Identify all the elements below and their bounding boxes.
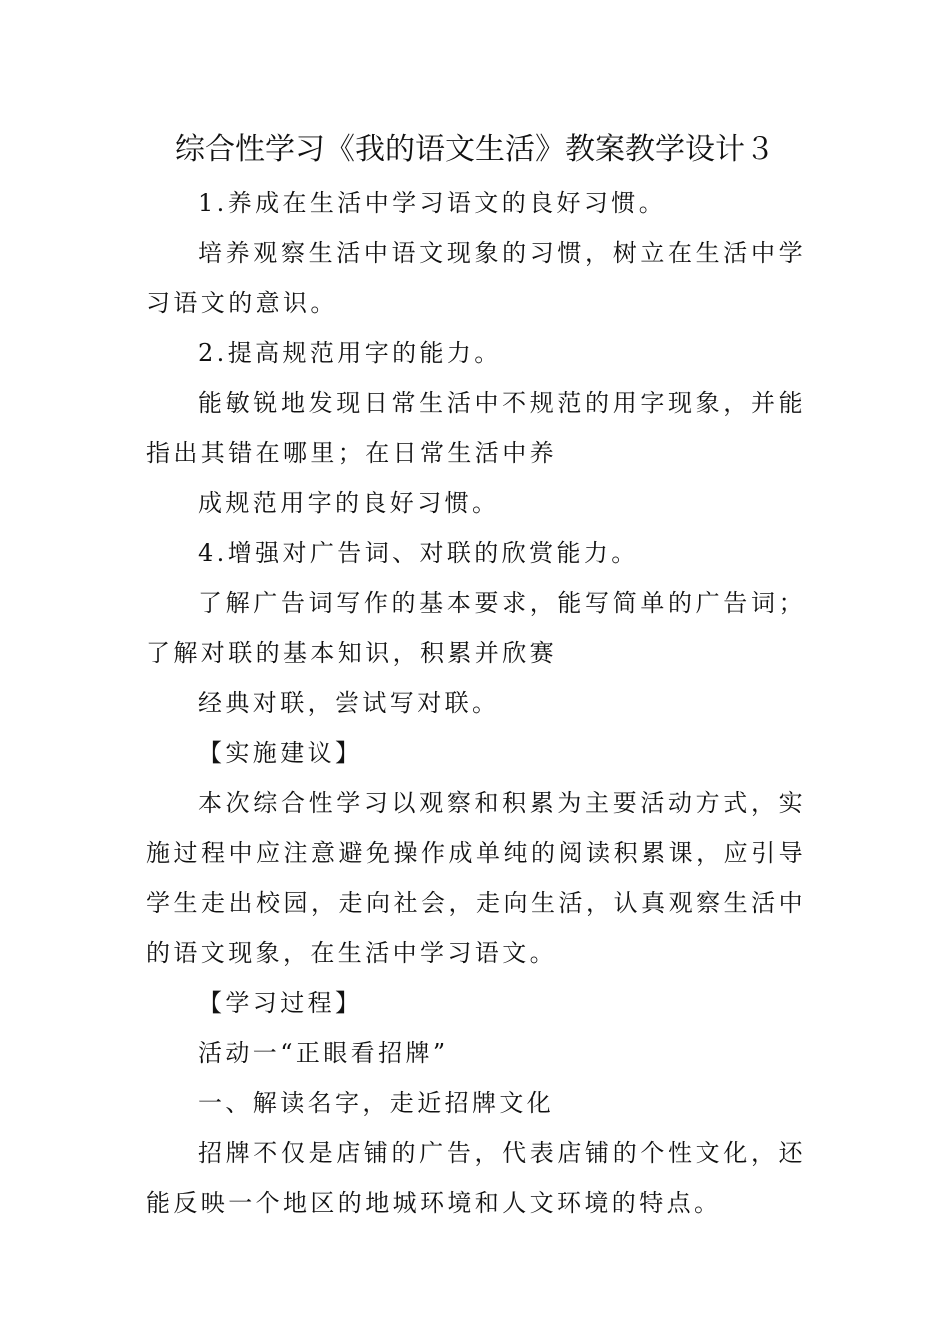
paragraph-goal-2-detail-cont: 成规范用字的良好习惯。	[198, 489, 500, 517]
paragraph-goal-4: 4.增强对广告词、对联的欣赏能力。	[198, 539, 639, 567]
paragraph-implementation: 本次综合性学习以观察和积累为主要活动方式，实施过程中应注意避免操作成单纯的阅读积累课，应引导学生走出校园，走向社会，走向生活，认真观察生活中的语文现象，在生活中学习语文。	[146, 789, 806, 967]
subsection-heading: 一、解读名字，走近招牌文化	[198, 1089, 555, 1117]
paragraph-goal-1-detail: 培养观察生活中语文现象的习惯，树立在生活中学习语文的意识。	[146, 239, 806, 317]
section-heading-implementation: 【实施建议】	[198, 739, 363, 767]
paragraph-goal-4-detail: 了解广告词写作的基本要求，能写简单的广告词；了解对联的基本知识，积累并欣赛	[146, 589, 806, 667]
document-body	[146, 178, 806, 1228]
document-title: 综合性学习《我的语文生活》教案教学设计３	[175, 132, 775, 167]
paragraph-goal-2-detail: 能敏锐地发现日常生活中不规范的用字现象，并能指出其错在哪里；在日常生活中养	[146, 389, 806, 467]
paragraph-goal-2: 2.提高规范用字的能力。	[198, 339, 502, 367]
section-heading-process: 【学习过程】	[198, 989, 363, 1017]
paragraph-goal-4-detail-cont: 经典对联，尝试写对联。	[198, 689, 500, 717]
activity-heading: 活动一“正眼看招牌”	[198, 1039, 449, 1067]
paragraph-goal-1: 1.养成在生活中学习语文的良好习惯。	[198, 189, 667, 217]
paragraph-signboard: 招牌不仅是店铺的广告，代表店铺的个性文化，还能反映一个地区的地城环境和人文环境的特点。	[146, 1139, 806, 1217]
